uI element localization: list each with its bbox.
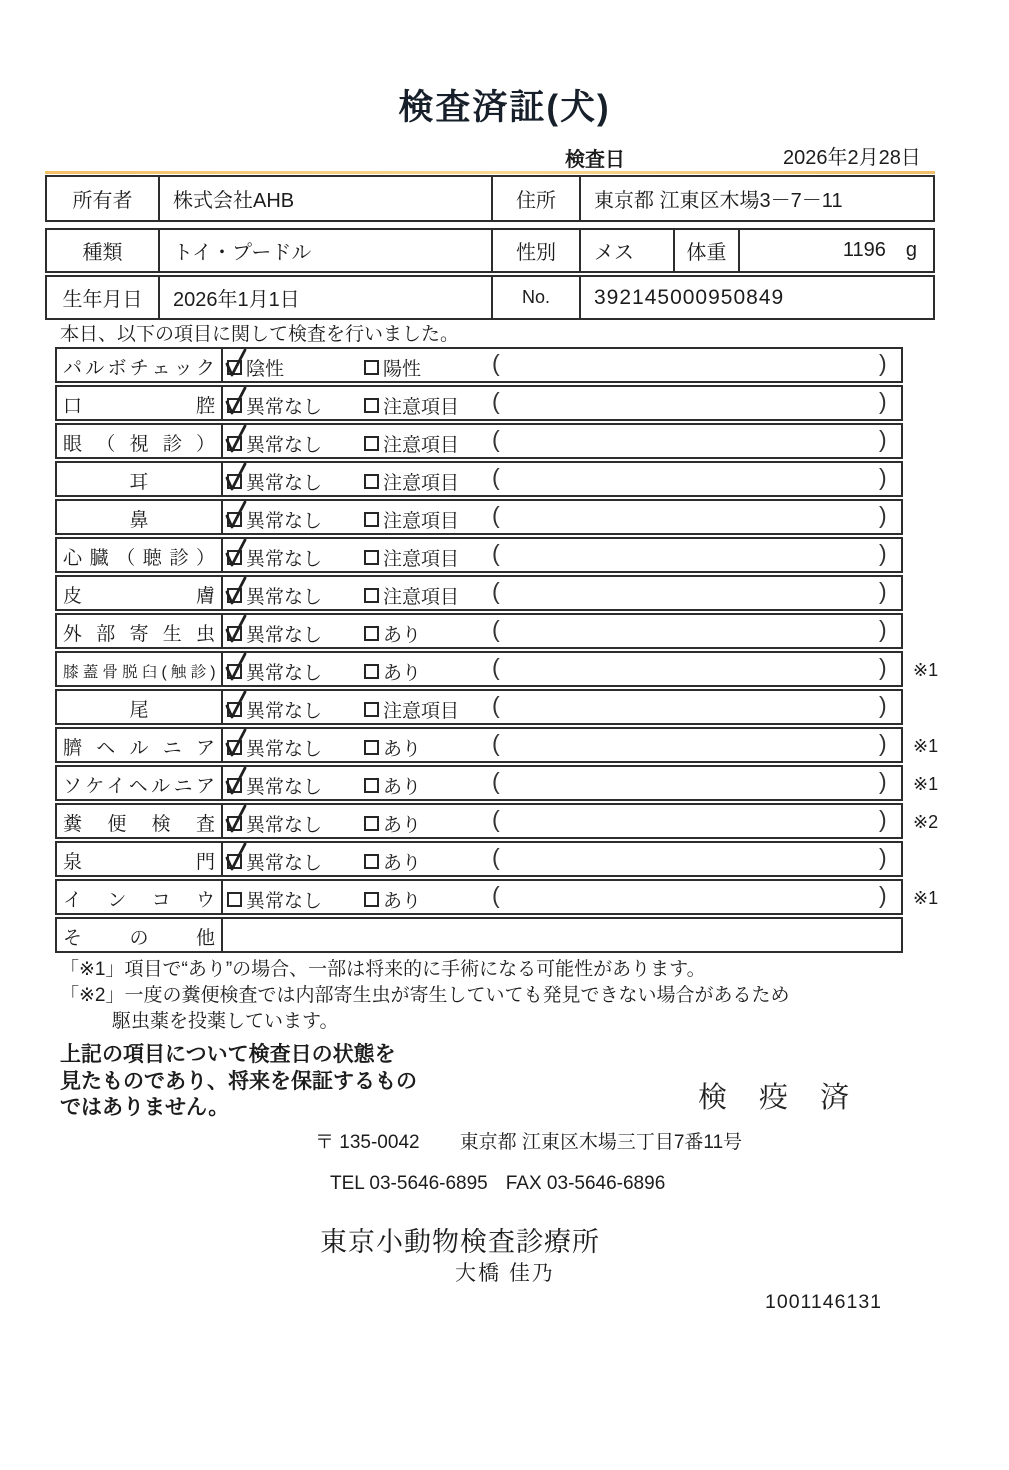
- inspection-row: [55, 537, 903, 573]
- option-2: [364, 468, 459, 495]
- inspection-row: [55, 689, 903, 725]
- option-label: あり: [383, 777, 422, 798]
- option-label: 注意項目: [383, 549, 460, 570]
- sex-value: メス: [581, 230, 675, 271]
- clinic-postal-code: 〒 135-0042: [315, 1132, 420, 1153]
- inspection-row: [55, 499, 903, 535]
- option-1: [227, 734, 322, 761]
- checkbox-checked[interactable]: [227, 512, 243, 528]
- option-2: [364, 886, 421, 913]
- option-label: 異常なし: [246, 853, 323, 874]
- option-1: [227, 620, 322, 647]
- option-label: 注意項目: [383, 397, 460, 418]
- option-label: 異常なし: [246, 815, 323, 836]
- option-2: [364, 772, 421, 799]
- clinic-phone-line: [330, 1173, 665, 1195]
- checkbox-unchecked[interactable]: [364, 778, 380, 794]
- disclaimer: [60, 1042, 417, 1122]
- option-2: [364, 506, 459, 533]
- inspection-item-label: パルボチェック: [57, 349, 223, 381]
- inspection-item-label: 皮膚: [57, 577, 223, 609]
- sex-label: 性別: [493, 230, 581, 271]
- option-1: [227, 544, 322, 571]
- option-1: [227, 354, 284, 381]
- inspection-item-label: 耳: [57, 463, 223, 495]
- option-1: [227, 848, 322, 875]
- option-label: あり: [383, 891, 422, 912]
- option-1: [227, 886, 322, 913]
- page-title: 検査済証(犬): [398, 88, 611, 127]
- pet-table-row2: [45, 275, 935, 320]
- option-label: 異常なし: [246, 777, 323, 798]
- checkbox-checked[interactable]: [227, 436, 243, 452]
- inspection-row-content: [223, 691, 901, 723]
- birthdate-label: 生年月日: [47, 277, 160, 318]
- option-label: あり: [383, 739, 422, 760]
- option-label: あり: [383, 663, 422, 684]
- footnote-2-continued: 駆虫薬を投薬しています。: [112, 1011, 339, 1032]
- checkbox-unchecked[interactable]: [364, 436, 380, 452]
- option-label: 陰性: [246, 359, 285, 380]
- remarks-paren-open: (: [492, 502, 500, 528]
- inspection-row-content: [223, 881, 901, 913]
- intro-text: 本日、以下の項目に関して検査を行いました。: [60, 324, 460, 345]
- address-label: 住所: [493, 177, 581, 220]
- remarks-paren-open: (: [492, 882, 500, 908]
- footnote-1: 「※1」項目で“あり”の場合、一部は将来的に手術になる可能性があります。: [60, 959, 706, 980]
- checkbox-unchecked[interactable]: [364, 474, 380, 490]
- option-label: 注意項目: [383, 587, 460, 608]
- inspection-row-content: [223, 805, 901, 837]
- option-label: 異常なし: [246, 891, 323, 912]
- option-1: [227, 430, 322, 457]
- option-label: あり: [383, 625, 422, 646]
- inspection-table: [55, 347, 939, 955]
- checkbox-unchecked[interactable]: [364, 854, 380, 870]
- option-label: 異常なし: [246, 739, 323, 760]
- inspection-row: [55, 917, 903, 953]
- inspection-date-value: 2026年2月28日: [783, 147, 921, 169]
- remarks-paren-close: ): [879, 502, 887, 528]
- option-label: 異常なし: [246, 511, 323, 532]
- checkbox-checked[interactable]: [227, 626, 243, 642]
- inspection-item-label: 糞便検査: [57, 805, 223, 837]
- inspection-item-label: 鼻: [57, 501, 223, 533]
- remarks-paren-open: (: [492, 578, 500, 604]
- option-label: 異常なし: [246, 549, 323, 570]
- row-note-mark: ※1: [913, 774, 939, 794]
- checkbox-unchecked[interactable]: [364, 588, 380, 604]
- remarks-paren-close: ): [879, 806, 887, 832]
- option-label: 異常なし: [246, 625, 323, 646]
- row-note-mark: ※2: [913, 812, 939, 832]
- checkbox-unchecked[interactable]: [364, 550, 380, 566]
- disclaimer-line-1: 上記の項目について検査日の状態を: [60, 1043, 396, 1066]
- checkbox-unchecked[interactable]: [364, 626, 380, 642]
- quarantine-stamp: 検 疫 済: [698, 1082, 862, 1114]
- checkbox-checked[interactable]: [227, 854, 243, 870]
- remarks-paren-open: (: [492, 730, 500, 756]
- option-1: [227, 582, 322, 609]
- checkbox-unchecked[interactable]: [364, 664, 380, 680]
- remarks-paren-open: (: [492, 806, 500, 832]
- remarks-paren-close: ): [879, 388, 887, 414]
- clinic-fax: FAX 03-5646-6896: [505, 1173, 666, 1194]
- inspection-row-content: [223, 729, 901, 761]
- row-note-mark: ※1: [913, 888, 939, 908]
- remarks-paren-close: ): [879, 844, 887, 870]
- inspection-row-content: [223, 539, 901, 571]
- checkbox-checked[interactable]: [227, 360, 243, 376]
- inspection-row-content: [223, 577, 901, 609]
- option-2: [364, 734, 421, 761]
- inspection-row: [55, 575, 903, 611]
- option-2: [364, 544, 459, 571]
- clinic-address-line: [315, 1127, 742, 1154]
- inspection-item-label: 尾: [57, 691, 223, 723]
- option-label: 異常なし: [246, 701, 323, 722]
- remarks-paren-open: (: [492, 464, 500, 490]
- inspection-item-label: 心臓（聴診）: [57, 539, 223, 571]
- option-1: [227, 658, 322, 685]
- footnote-2: 「※2」一度の糞便検査では内部寄生虫が寄生していても発見できない場合があるため: [60, 985, 790, 1006]
- owner-label: 所有者: [47, 177, 160, 220]
- option-2: [364, 430, 459, 457]
- no-value: 392145000950849: [594, 285, 785, 309]
- option-1: [227, 772, 322, 799]
- inspection-row: [55, 423, 903, 459]
- remarks-paren-close: ): [879, 350, 887, 376]
- inspection-item-label: 外部寄生虫: [57, 615, 223, 647]
- inspection-row-content: [223, 843, 901, 875]
- no-label: No.: [493, 277, 581, 318]
- inspection-row-content: [223, 615, 901, 647]
- clinic-address: 東京都 江東区木場三丁目7番11号: [459, 1132, 743, 1153]
- remarks-paren-open: (: [492, 616, 500, 642]
- option-label: 注意項目: [383, 701, 460, 722]
- option-2: [364, 582, 459, 609]
- inspection-row: [55, 841, 903, 877]
- remarks-paren-open: (: [492, 844, 500, 870]
- inspection-row: [55, 651, 939, 687]
- inspection-item-label: 眼（視診）: [57, 425, 223, 457]
- checkbox-unchecked[interactable]: [227, 892, 243, 908]
- inspection-date-label: 検査日: [565, 149, 625, 171]
- remarks-paren-close: ): [879, 730, 887, 756]
- footnotes: [60, 957, 790, 1035]
- option-1: [227, 392, 322, 419]
- option-label: 注意項目: [383, 473, 460, 494]
- inspection-row: [55, 613, 903, 649]
- inspection-row: [55, 765, 939, 801]
- inspection-item-label: 泉門: [57, 843, 223, 875]
- option-label: 異常なし: [246, 587, 323, 608]
- disclaimer-line-3: ではありません。: [60, 1096, 230, 1119]
- inspection-row: [55, 879, 939, 915]
- inspection-row: [55, 803, 939, 839]
- disclaimer-line-2: 見たものであり、将来を保証するもの: [60, 1069, 417, 1093]
- remarks-paren-close: ): [879, 578, 887, 604]
- remarks-paren-close: ): [879, 616, 887, 642]
- inspection-row-content: [223, 501, 901, 533]
- remarks-paren-close: ): [879, 426, 887, 452]
- option-label: 注意項目: [383, 435, 460, 456]
- inspection-row: [55, 727, 939, 763]
- inspection-row-content: [223, 767, 901, 799]
- remarks-paren-open: (: [492, 768, 500, 794]
- option-2: [364, 392, 459, 419]
- inspection-item-label: 臍ヘルニア: [57, 729, 223, 761]
- pet-table-row1: [45, 228, 935, 273]
- birthdate-value: 2026年1月1日: [160, 277, 493, 318]
- option-label: あり: [383, 815, 422, 836]
- option-label: 異常なし: [246, 663, 323, 684]
- remarks-paren-close: ): [879, 882, 887, 908]
- checkbox-unchecked[interactable]: [364, 892, 380, 908]
- remarks-paren-open: (: [492, 388, 500, 414]
- weight-label: 体重: [675, 230, 740, 271]
- scan-artifact-line: [45, 171, 935, 174]
- clinic-name: 東京小動物検査診療所: [320, 1227, 600, 1257]
- weight-unit: g: [905, 239, 917, 261]
- checkbox-checked[interactable]: [227, 778, 243, 794]
- option-label: あり: [383, 853, 422, 874]
- inspection-item-label: ソケイヘルニア: [57, 767, 223, 799]
- address-value: 東京都 江東区木場3－7－11: [594, 190, 843, 212]
- checkbox-unchecked[interactable]: [364, 360, 380, 376]
- checkbox-unchecked[interactable]: [364, 398, 380, 414]
- checkbox-checked[interactable]: [227, 816, 243, 832]
- checkbox-checked[interactable]: [227, 398, 243, 414]
- inspection-row: [55, 385, 903, 421]
- checkbox-unchecked[interactable]: [364, 816, 380, 832]
- remarks-paren-close: ): [879, 464, 887, 490]
- checkbox-checked[interactable]: [227, 664, 243, 680]
- option-label: 異常なし: [246, 397, 323, 418]
- serial-number: 1001146131: [765, 1291, 883, 1313]
- owner-value: 株式会社AHB: [160, 177, 493, 220]
- inspection-row-content: [223, 653, 901, 685]
- inspection-item-label: インコウ: [57, 881, 223, 913]
- inspection-item-label: 膝蓋骨脱臼(触診): [57, 653, 223, 685]
- remarks-paren-close: ): [879, 540, 887, 566]
- option-2: [364, 354, 421, 381]
- option-2: [364, 658, 421, 685]
- inspection-row: [55, 461, 903, 497]
- option-2: [364, 810, 421, 837]
- remarks-paren-open: (: [492, 426, 500, 452]
- remarks-paren-open: (: [492, 654, 500, 680]
- option-1: [227, 696, 322, 723]
- remarks-paren-close: ): [879, 654, 887, 680]
- clinic-tel: TEL 03-5646-6895: [330, 1173, 488, 1194]
- option-label: 注意項目: [383, 511, 460, 532]
- checkbox-checked[interactable]: [227, 474, 243, 490]
- inspection-row-content: [223, 349, 901, 381]
- checkbox-checked[interactable]: [227, 550, 243, 566]
- breed-label: 種類: [47, 230, 160, 271]
- remarks-paren-open: (: [492, 692, 500, 718]
- remarks-paren-close: ): [879, 768, 887, 794]
- row-note-mark: ※1: [913, 736, 939, 756]
- option-2: [364, 696, 459, 723]
- weight-value-cell: [740, 230, 933, 271]
- checkbox-unchecked[interactable]: [364, 740, 380, 756]
- checkbox-unchecked[interactable]: [364, 512, 380, 528]
- checkbox-checked[interactable]: [227, 740, 243, 756]
- inspection-row-content: [223, 425, 901, 457]
- remarks-paren-open: (: [492, 540, 500, 566]
- option-label: 異常なし: [246, 473, 323, 494]
- option-label: 異常なし: [246, 435, 323, 456]
- breed-value: トイ・プードル: [160, 230, 493, 271]
- option-label: 陽性: [383, 359, 422, 380]
- inspection-row-content: [223, 387, 901, 419]
- option-1: [227, 468, 322, 495]
- option-1: [227, 506, 322, 533]
- remarks-paren-close: ): [879, 692, 887, 718]
- checkbox-checked[interactable]: [227, 702, 243, 718]
- inspection-item-label: その他: [57, 919, 223, 951]
- checkbox-unchecked[interactable]: [364, 702, 380, 718]
- owner-table: [45, 175, 935, 222]
- row-note-mark: ※1: [913, 660, 939, 680]
- option-1: [227, 810, 322, 837]
- veterinarian-name: 大橋 佳乃: [455, 1262, 555, 1285]
- inspection-row: [55, 347, 903, 383]
- option-2: [364, 620, 421, 647]
- option-2: [364, 848, 421, 875]
- remarks-paren-open: (: [492, 350, 500, 376]
- weight-value: 1196: [842, 239, 886, 261]
- inspection-row-content: [223, 463, 901, 495]
- checkbox-checked[interactable]: [227, 588, 243, 604]
- inspection-item-label: 口腔: [57, 387, 223, 419]
- inspection-row-content: [223, 919, 901, 951]
